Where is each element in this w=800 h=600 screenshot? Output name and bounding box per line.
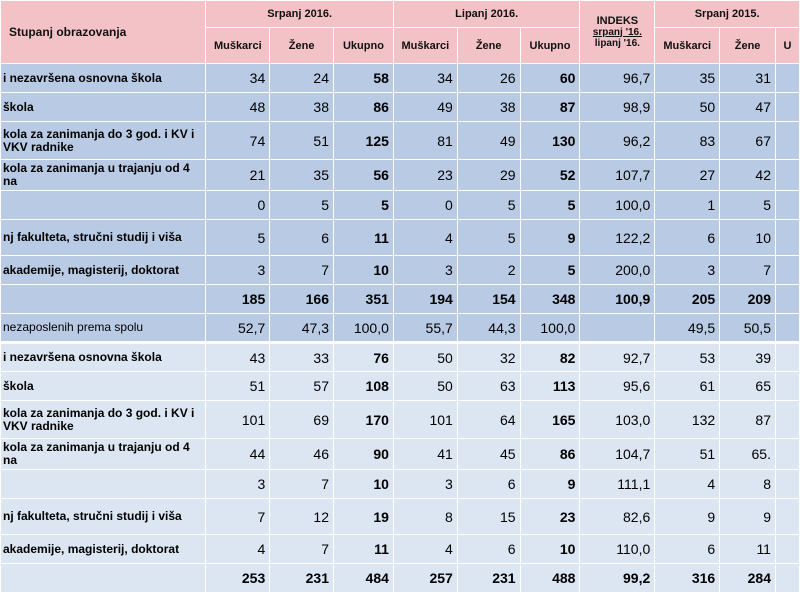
cell-z_l: 63 [457, 372, 520, 401]
cell-z15: 39 [720, 343, 776, 372]
cell-m15: 132 [655, 401, 720, 439]
cell-u_l: 60 [520, 64, 580, 93]
cell-idx: 103,0 [580, 401, 655, 439]
cell-z_l: 64 [457, 401, 520, 439]
cell-ukupno-2015 [775, 372, 799, 401]
cell-u16: 76 [334, 343, 394, 372]
cell-m_l: 8 [393, 499, 457, 535]
indeks-denominator: lipanj '16. [594, 37, 640, 49]
table-row [1, 470, 800, 499]
row-label: nj fakulteta, stručni studij i viša [1, 499, 206, 535]
cell-u_l: 52 [520, 160, 580, 191]
cell-u_l: 9 [520, 470, 580, 499]
table-row [1, 191, 800, 220]
cell-u_l: 5 [520, 256, 580, 285]
cell-idx: 96,7 [580, 64, 655, 93]
cell-z15: 65 [720, 372, 776, 401]
cell-ukupno-2015 [775, 535, 799, 564]
cell-z15: 47 [720, 93, 776, 122]
row-label [1, 564, 206, 593]
cell-m15: 50 [655, 93, 720, 122]
cell-m_l: 3 [393, 256, 457, 285]
cell-z16: 5 [270, 191, 334, 220]
cell-m_l: 55,7 [393, 314, 457, 343]
cell-z_l: 231 [457, 564, 520, 593]
cell-m16: 7 [206, 499, 270, 535]
cell-ukupno-2015 [775, 256, 799, 285]
cell-ukupno-2015 [775, 122, 799, 160]
table-row [1, 285, 800, 314]
table-row [1, 372, 800, 401]
cell-m16: 3 [206, 470, 270, 499]
cell-m_l: 41 [393, 439, 457, 470]
cell-z_l: 154 [457, 285, 520, 314]
cell-m16: 185 [206, 285, 270, 314]
cell-m16: 44 [206, 439, 270, 470]
col-ukupno-2016: Ukupno [334, 28, 394, 64]
cell-z15: 42 [720, 160, 776, 191]
cell-m15: 205 [655, 285, 720, 314]
row-label: kola za zanimanja u trajanju od 4 na [1, 439, 206, 470]
cell-z15: 284 [720, 564, 776, 593]
header-srpanj-2015: Srpanj 2015. [655, 1, 800, 28]
table-row [1, 401, 800, 439]
cell-u16: 125 [334, 122, 394, 160]
cell-z_l: 29 [457, 160, 520, 191]
cell-m_l: 101 [393, 401, 457, 439]
cell-z_l: 45 [457, 439, 520, 470]
cell-u16: 108 [334, 372, 394, 401]
cell-z16: 57 [270, 372, 334, 401]
cell-u16: 58 [334, 64, 394, 93]
cell-m_l: 81 [393, 122, 457, 160]
cell-ukupno-2015 [775, 401, 799, 439]
cell-u_l: 488 [520, 564, 580, 593]
cell-z15: 9 [720, 499, 776, 535]
cell-m16: 21 [206, 160, 270, 191]
cell-ukupno-2015 [775, 285, 799, 314]
cell-m15: 27 [655, 160, 720, 191]
cell-z16: 6 [270, 220, 334, 256]
cell-z_l: 26 [457, 64, 520, 93]
cell-u16: 56 [334, 160, 394, 191]
cell-u_l: 113 [520, 372, 580, 401]
col-ukupno-2015: U [775, 28, 799, 64]
cell-z16: 69 [270, 401, 334, 439]
cell-ukupno-2015 [775, 564, 799, 593]
cell-u_l: 165 [520, 401, 580, 439]
cell-m16: 43 [206, 343, 270, 372]
cell-u16: 90 [334, 439, 394, 470]
cell-m15: 51 [655, 439, 720, 470]
cell-z15: 10 [720, 220, 776, 256]
col-zene-lipanj: Žene [457, 28, 520, 64]
row-label: kola za zanimanja do 3 god. i KV i VKV radnike [1, 122, 206, 160]
row-label: i nezavršena osnovna škola [1, 343, 206, 372]
table-row [1, 122, 800, 160]
cell-z15: 31 [720, 64, 776, 93]
cell-z_l: 6 [457, 470, 520, 499]
table-row [1, 564, 800, 593]
cell-z15: 67 [720, 122, 776, 160]
row-label: škola [1, 372, 206, 401]
cell-m15: 35 [655, 64, 720, 93]
header-stupanj: Stupanj obrazovanja [1, 1, 206, 64]
col-muskarci-lipanj: Muškarci [393, 28, 457, 64]
cell-m15: 83 [655, 122, 720, 160]
cell-idx: 107,7 [580, 160, 655, 191]
cell-ukupno-2015 [775, 64, 799, 93]
cell-idx: 82,6 [580, 499, 655, 535]
col-zene-2016: Žene [270, 28, 334, 64]
cell-m16: 52,7 [206, 314, 270, 343]
cell-z_l: 2 [457, 256, 520, 285]
cell-m_l: 50 [393, 343, 457, 372]
cell-ukupno-2015 [775, 160, 799, 191]
table-row [1, 256, 800, 285]
cell-m16: 253 [206, 564, 270, 593]
table-row [1, 535, 800, 564]
cell-u_l: 5 [520, 191, 580, 220]
cell-z16: 7 [270, 470, 334, 499]
cell-idx: 95,6 [580, 372, 655, 401]
cell-z15: 65. [720, 439, 776, 470]
cell-z_l: 44,3 [457, 314, 520, 343]
row-label: kola za zanimanja u trajanju od 4 na [1, 160, 206, 191]
cell-m_l: 257 [393, 564, 457, 593]
cell-z16: 166 [270, 285, 334, 314]
cell-idx: 98,9 [580, 93, 655, 122]
cell-m16: 34 [206, 64, 270, 93]
cell-ukupno-2015 [775, 343, 799, 372]
row-label: kola za zanimanja do 3 god. i KV i VKV radnike [1, 401, 206, 439]
cell-z_l: 5 [457, 191, 520, 220]
header-indeks [580, 1, 655, 64]
cell-z15: 50,5 [720, 314, 776, 343]
cell-u16: 86 [334, 93, 394, 122]
cell-m16: 5 [206, 220, 270, 256]
table-row [1, 343, 800, 372]
cell-idx: 92,7 [580, 343, 655, 372]
cell-ukupno-2015 [775, 499, 799, 535]
cell-m15: 3 [655, 256, 720, 285]
col-zene-2015: Žene [720, 28, 776, 64]
indeks-numerator: srpanj '16. [592, 26, 642, 38]
cell-u_l: 100,0 [520, 314, 580, 343]
cell-ukupno-2015 [775, 314, 799, 343]
row-label [1, 191, 206, 220]
cell-z_l: 38 [457, 93, 520, 122]
cell-m_l: 4 [393, 535, 457, 564]
row-label: akademije, magisterij, doktorat [1, 535, 206, 564]
cell-z16: 7 [270, 535, 334, 564]
cell-m16: 101 [206, 401, 270, 439]
cell-idx: 96,2 [580, 122, 655, 160]
cell-u_l: 23 [520, 499, 580, 535]
header-srpanj-2016: Srpanj 2016. [206, 1, 394, 28]
cell-idx: 122,2 [580, 220, 655, 256]
cell-idx: 100,0 [580, 191, 655, 220]
cell-z16: 231 [270, 564, 334, 593]
cell-u_l: 9 [520, 220, 580, 256]
cell-m_l: 49 [393, 93, 457, 122]
table-row [1, 93, 800, 122]
table-row [1, 220, 800, 256]
cell-m15: 6 [655, 220, 720, 256]
cell-m15: 6 [655, 535, 720, 564]
cell-z16: 51 [270, 122, 334, 160]
cell-m16: 4 [206, 535, 270, 564]
cell-m16: 0 [206, 191, 270, 220]
table-body [1, 64, 800, 593]
cell-idx: 200,0 [580, 256, 655, 285]
table-row [1, 64, 800, 93]
cell-u16: 10 [334, 470, 394, 499]
col-muskarci-2016: Muškarci [206, 28, 270, 64]
cell-z16: 12 [270, 499, 334, 535]
row-label [1, 470, 206, 499]
cell-u16: 19 [334, 499, 394, 535]
cell-u_l: 10 [520, 535, 580, 564]
cell-z15: 11 [720, 535, 776, 564]
cell-u_l: 130 [520, 122, 580, 160]
cell-m_l: 50 [393, 372, 457, 401]
cell-ukupno-2015 [775, 220, 799, 256]
col-ukupno-lipanj: Ukupno [520, 28, 580, 64]
cell-z15: 87 [720, 401, 776, 439]
cell-idx: 111,1 [580, 470, 655, 499]
cell-z15: 8 [720, 470, 776, 499]
cell-m15: 1 [655, 191, 720, 220]
cell-m15: 316 [655, 564, 720, 593]
col-muskarci-2015: Muškarci [655, 28, 720, 64]
cell-m15: 53 [655, 343, 720, 372]
cell-z16: 24 [270, 64, 334, 93]
cell-m15: 61 [655, 372, 720, 401]
cell-ukupno-2015 [775, 93, 799, 122]
cell-m_l: 194 [393, 285, 457, 314]
cell-m_l: 23 [393, 160, 457, 191]
cell-z16: 47,3 [270, 314, 334, 343]
cell-m15: 4 [655, 470, 720, 499]
cell-ukupno-2015 [775, 439, 799, 470]
cell-u16: 11 [334, 535, 394, 564]
cell-ukupno-2015 [775, 470, 799, 499]
cell-z16: 7 [270, 256, 334, 285]
cell-u16: 170 [334, 401, 394, 439]
cell-m_l: 0 [393, 191, 457, 220]
row-label: nezaposlenih prema spolu [1, 314, 206, 343]
table-row [1, 439, 800, 470]
cell-m15: 9 [655, 499, 720, 535]
header-lipanj-2016: Lipanj 2016. [393, 1, 580, 28]
cell-z_l: 32 [457, 343, 520, 372]
cell-u16: 484 [334, 564, 394, 593]
cell-m_l: 4 [393, 220, 457, 256]
row-label [1, 285, 206, 314]
indeks-title: INDEKS [596, 14, 639, 27]
cell-m16: 74 [206, 122, 270, 160]
table-row [1, 160, 800, 191]
cell-idx [580, 314, 655, 343]
cell-z15: 209 [720, 285, 776, 314]
cell-u16: 10 [334, 256, 394, 285]
cell-u16: 100,0 [334, 314, 394, 343]
cell-u_l: 87 [520, 93, 580, 122]
cell-m16: 3 [206, 256, 270, 285]
cell-z15: 5 [720, 191, 776, 220]
cell-u16: 5 [334, 191, 394, 220]
cell-u16: 351 [334, 285, 394, 314]
cell-u16: 11 [334, 220, 394, 256]
cell-z_l: 15 [457, 499, 520, 535]
cell-u_l: 82 [520, 343, 580, 372]
cell-z16: 35 [270, 160, 334, 191]
row-label: i nezavršena osnovna škola [1, 64, 206, 93]
cell-z_l: 6 [457, 535, 520, 564]
cell-idx: 104,7 [580, 439, 655, 470]
cell-m15: 49,5 [655, 314, 720, 343]
row-label: škola [1, 93, 206, 122]
cell-m16: 48 [206, 93, 270, 122]
cell-z_l: 5 [457, 220, 520, 256]
cell-m16: 51 [206, 372, 270, 401]
row-label: nj fakulteta, stručni studij i viša [1, 220, 206, 256]
cell-z15: 7 [720, 256, 776, 285]
cell-z16: 46 [270, 439, 334, 470]
cell-z_l: 49 [457, 122, 520, 160]
table-row [1, 499, 800, 535]
cell-u_l: 86 [520, 439, 580, 470]
cell-z16: 33 [270, 343, 334, 372]
table-row [1, 314, 800, 343]
cell-idx: 100,9 [580, 285, 655, 314]
cell-idx: 110,0 [580, 535, 655, 564]
cell-m_l: 3 [393, 470, 457, 499]
cell-ukupno-2015 [775, 191, 799, 220]
cell-u_l: 348 [520, 285, 580, 314]
cell-m_l: 34 [393, 64, 457, 93]
row-label: akademije, magisterij, doktorat [1, 256, 206, 285]
cell-idx: 99,2 [580, 564, 655, 593]
cell-z16: 38 [270, 93, 334, 122]
